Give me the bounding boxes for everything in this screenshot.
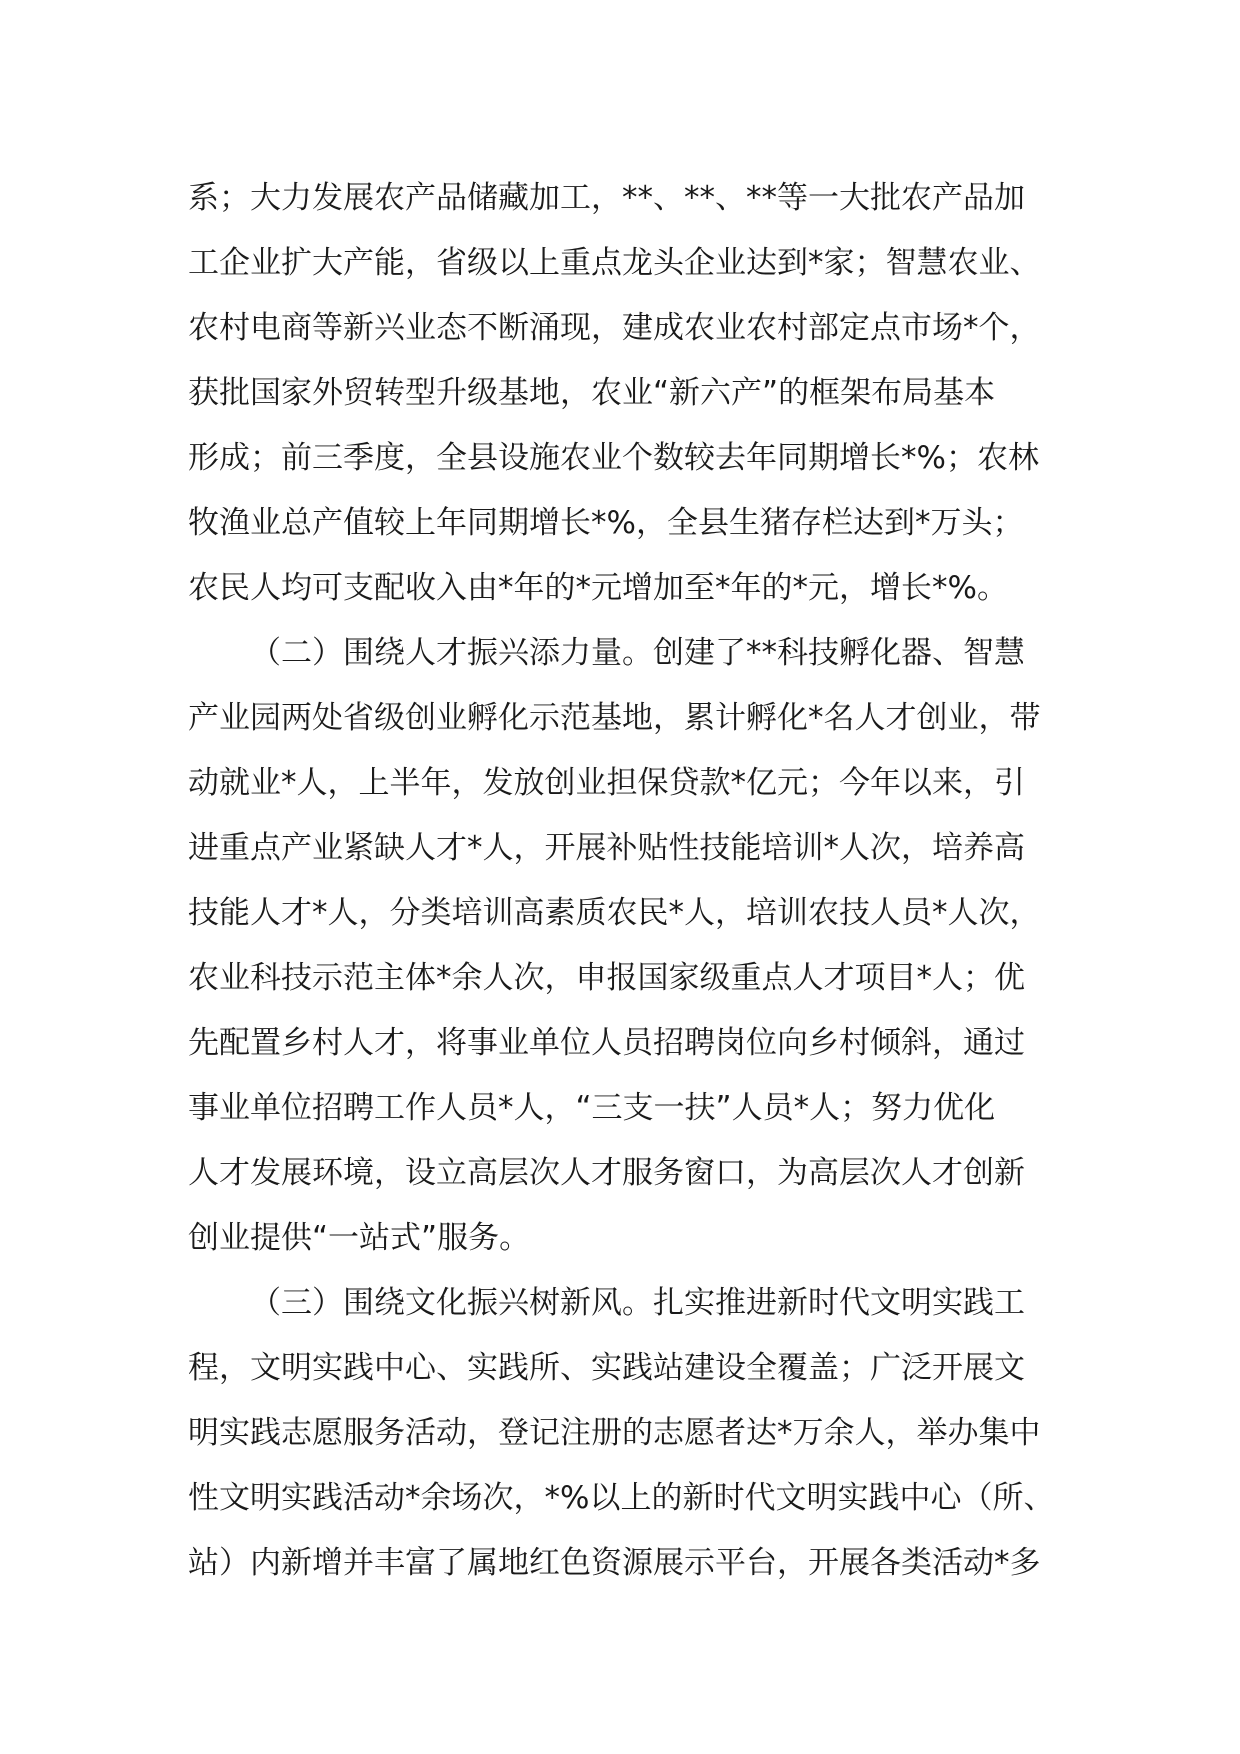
text-line: 先配置乡村人才，将事业单位人员招聘岗位向乡村倾斜，通过 (188, 1025, 1025, 1061)
text-line: 站）内新增并丰富了属地红色资源展示平台，开展各类活动*多 (188, 1545, 1041, 1581)
text-line: 农业科技示范主体*余人次，申报国家级重点人才项目*人；优 (188, 960, 1025, 996)
text-line: 牧渔业总产值较上年同期增长*%，全县生猪存栏达到*万头； (188, 505, 1024, 541)
text-line: 人才发展环境，设立高层次人才服务窗口，为高层次人才创新 (188, 1155, 1025, 1191)
text-line: 动就业*人，上半年，发放创业担保贷款*亿元；今年以来，引 (188, 765, 1025, 801)
text-line: 产业园两处省级创业孵化示范基地，累计孵化*名人才创业，带 (188, 700, 1041, 736)
body-text (188, 166, 1068, 1596)
text-line: 农民人均可支配收入由*年的*元增加至*年的*元，增长*%。 (188, 570, 1008, 606)
text-line: 系；大力发展农产品储藏加工，**、**、**等一大批农产品加 (188, 180, 1025, 216)
text-line: 创业提供“一站式”服务。 (188, 1220, 531, 1256)
section-heading-line: （三）围绕文化振兴树新风。扎实推进新时代文明实践工 (250, 1285, 1025, 1321)
text-line: 性文明实践活动*余场次，*%以上的新时代文明实践中心（所、 (188, 1480, 1055, 1516)
text-line: 农村电商等新兴业态不断涌现，建成农业农村部定点市场*个， (188, 310, 1041, 346)
text-line: 技能人才*人，分类培训高素质农民*人，培训农技人员*人次， (188, 895, 1041, 931)
text-line: 程，文明实践中心、实践所、实践站建设全覆盖；广泛开展文 (188, 1350, 1025, 1386)
text-line: 明实践志愿服务活动，登记注册的志愿者达*万余人，举办集中 (188, 1415, 1041, 1451)
text-line: 获批国家外贸转型升级基地，农业“新六产”的框架布局基本 (188, 375, 996, 411)
text-line: 进重点产业紧缺人才*人，开展补贴性技能培训*人次，培养高 (188, 830, 1025, 866)
text-line: 形成；前三季度，全县设施农业个数较去年同期增长*%；农林 (188, 440, 1039, 476)
text-line: 事业单位招聘工作人员*人，“三支一扶”人员*人；努力优化 (188, 1090, 996, 1126)
section-heading-line: （二）围绕人才振兴添力量。创建了**科技孵化器、智慧 (250, 635, 1025, 671)
text-line: 工企业扩大产能，省级以上重点龙头企业达到*家；智慧农业、 (188, 245, 1041, 281)
